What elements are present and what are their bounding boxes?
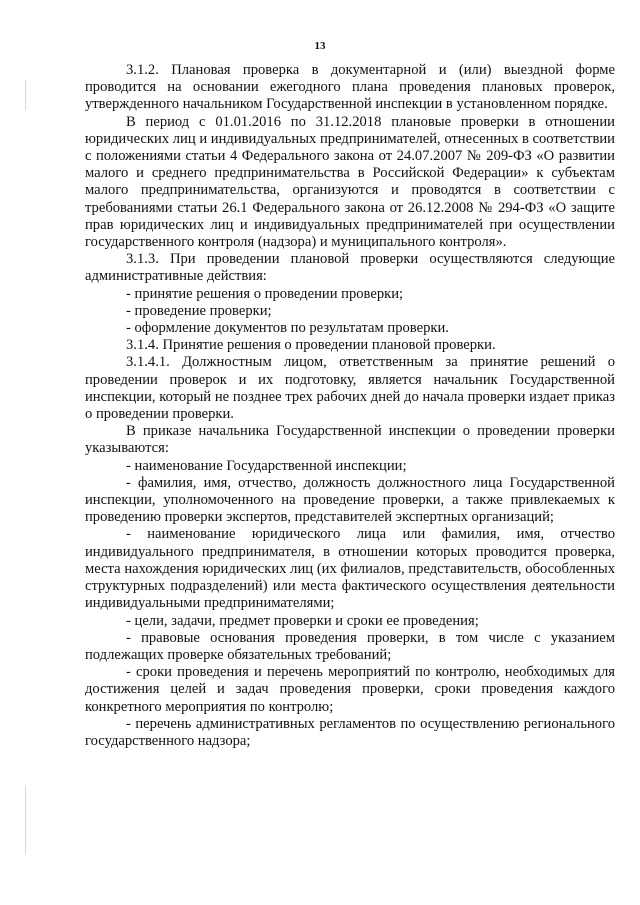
paragraph-order-contents: В приказе начальника Государственной инспекции о проведении проверки указываются: — [85, 423, 615, 457]
list-item-official: - фамилия, имя, отчество, должность должностного лица Государственной инспекции, уполномоченного на проведение проверки, а также привлекаемых к проведению проверки экспертов, представителей экспертных организаций; — [85, 474, 615, 526]
list-item-legal-grounds: - правовые основания проведения проверки, в том числе с указанием подлежащих проверке обязательных требований; — [85, 629, 615, 663]
list-item-inspection-name: - наименование Государственной инспекции; — [126, 457, 407, 474]
paragraph-period-2016-2018: В период с 01.01.2016 по 31.12.2018 плановые проверки в отношении юридических лиц и индивидуальных предпринимателей, отнесенных в соответствии с положениями статьи 4 Федерального закона от 24.07.2007 № 209-ФЗ «О развитии малого и среднего предпринимательства в Российской Федерации» к субъектам малого предпринимательства, организуются и проводятся в соответствии с требованиями статьи 26.1 Федерального закона от 26.12.2008 № 294-ФЗ «О защите прав юридических лиц и индивидуальных предпринимателей при осуществлении государственного контроля (надзора) и муниципального контроля». — [85, 113, 615, 251]
list-item-conduct: - проведение проверки; — [126, 302, 272, 319]
list-item-entity-name: - наименование юридического лица или фамилия, имя, отчество индивидуального предпринимателя, в отношении которых проводится проверка, места нахождения юридических лиц (их филиалов, представительств, обособленных структурных подразделений) или места фактического осуществления деятельности индивидуальными предпринимателями; — [85, 526, 615, 612]
paragraph-3-1-4: 3.1.4. Принятие решения о проведении плановой проверки. — [126, 337, 496, 354]
list-item-documents: - оформление документов по результатам проверки. — [126, 320, 449, 337]
list-item-goals: - цели, задачи, предмет проверки и сроки ее проведения; — [126, 612, 479, 629]
paragraph-3-1-4-1: 3.1.4.1. Должностным лицом, ответственным за принятие решений о проведении проверок и их подготовку, является начальник Государственной инспекции, который не позднее трех рабочих дней до начала проверки издает приказ о проведении проверки. — [85, 354, 615, 423]
list-item-regulations: - перечень административных регламентов по осуществлению регионального государственного надзора; — [85, 715, 615, 749]
list-item-terms: - сроки проведения и перечень мероприятий по контролю, необходимых для достижения целей и задач проведения проверки, сроки проведения каждого конкретного мероприятия по контролю; — [85, 664, 615, 715]
list-item-decision: - принятие решения о проведении проверки; — [126, 285, 404, 302]
scan-margin-mark — [25, 80, 26, 110]
paragraph-3-1-3: 3.1.3. При проведении плановой проверки осуществляются следующие административные действия: — [85, 251, 615, 285]
document-body — [85, 62, 615, 750]
page-number: 13 — [314, 40, 326, 52]
scan-margin-mark — [25, 785, 26, 855]
paragraph-3-1-2: 3.1.2. Плановая проверка в документарной и (или) выездной форме проводится на основании ежегодного плана проведения плановых проверок, утвержденного начальником Государственной инспекции в установленном порядке. — [85, 62, 615, 113]
